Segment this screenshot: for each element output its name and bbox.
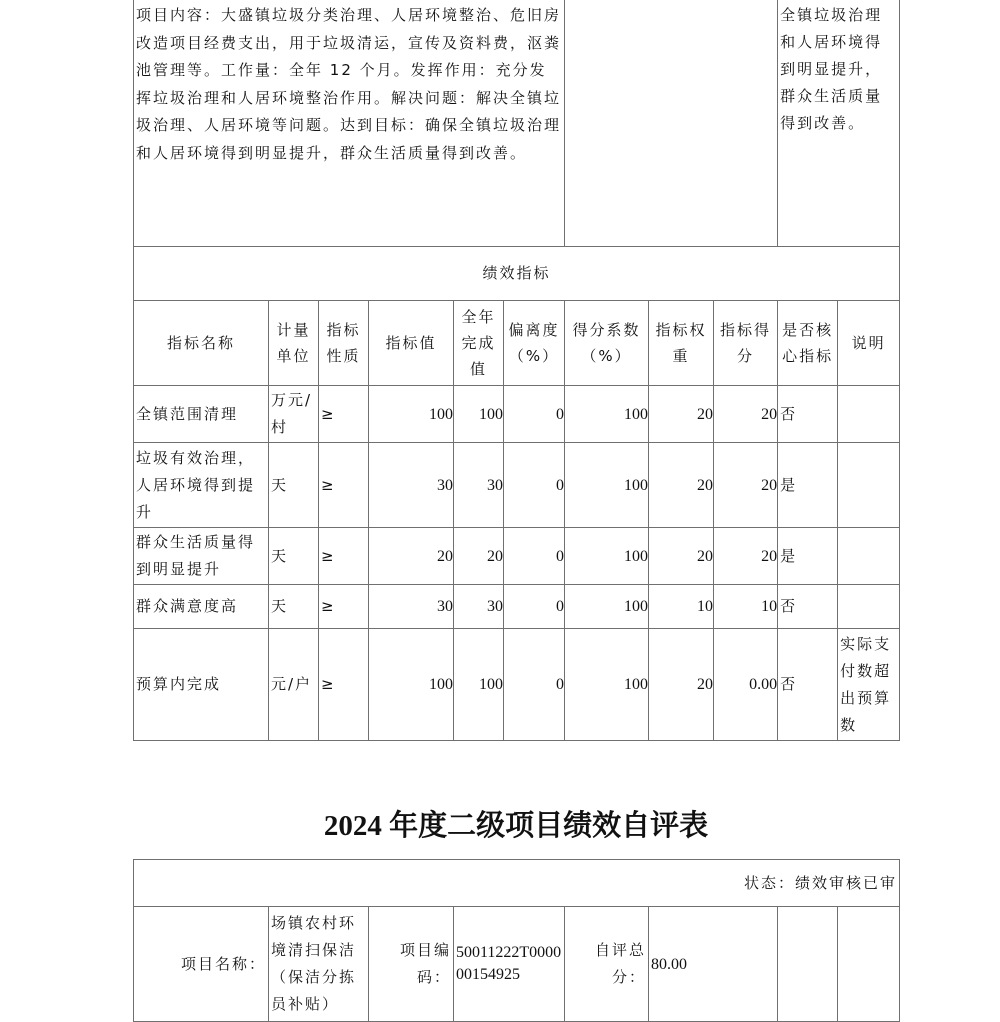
blank-cell [565,0,778,247]
self-score-value: 80.00 [649,907,778,1022]
indicators-section-title: 绩效指标 [134,247,900,301]
table-row [134,443,900,528]
project-code-label: 项目编码： [369,907,454,1022]
indicator-weight: 20 [649,528,714,585]
form-title: 2024 年度二级项目绩效自评表 [323,810,709,842]
indicator-nature: ≥ [319,528,369,585]
status-text: 状态：绩效审核已审 [134,860,900,907]
project-info-table [133,859,900,1022]
project-info-row [134,907,900,1022]
indicator-core: 否 [778,585,838,629]
indicator-coefficient: 100 [565,629,649,741]
indicators-title-row [134,247,900,301]
header-weight: 指标权重 [649,301,714,386]
empty-cell [778,907,838,1022]
table-row [134,528,900,585]
indicator-core: 是 [778,528,838,585]
indicator-unit: 天 [269,528,319,585]
header-nature: 指标性质 [319,301,369,386]
indicator-coefficient: 100 [565,443,649,528]
indicator-nature: ≥ [319,386,369,443]
indicator-weight: 20 [649,386,714,443]
performance-table [133,0,900,741]
indicator-name: 群众生活质量得到明显提升 [134,528,269,585]
indicator-target: 100 [369,386,454,443]
indicator-core: 是 [778,443,838,528]
result-cell: 全镇垃圾治理和人居环境得到明显提升，群众生活质量得到改善。 [778,0,900,247]
header-target: 指标值 [369,301,454,386]
header-deviation: 偏离度（%） [504,301,565,386]
indicator-target: 30 [369,585,454,629]
indicator-nature: ≥ [319,629,369,741]
indicator-deviation: 0 [504,629,565,741]
indicator-unit: 天 [269,443,319,528]
indicator-name: 垃圾有效治理，人居环境得到提升 [134,443,269,528]
table-row [134,585,900,629]
indicator-name: 预算内完成 [134,629,269,741]
indicator-target: 20 [369,528,454,585]
indicator-nature: ≥ [319,443,369,528]
header-indicator-name: 指标名称 [134,301,269,386]
status-row [134,860,900,907]
table-row [134,629,900,741]
table-row [134,386,900,443]
indicator-actual: 20 [454,528,504,585]
indicator-actual: 100 [454,386,504,443]
indicator-unit: 天 [269,585,319,629]
indicator-core: 否 [778,629,838,741]
indicator-deviation: 0 [504,443,565,528]
header-note: 说明 [838,301,900,386]
indicator-note [838,443,900,528]
indicator-weight: 20 [649,629,714,741]
indicator-note [838,386,900,443]
self-score-label: 自评总分： [565,907,649,1022]
indicator-score: 10 [714,585,778,629]
header-score: 指标得分 [714,301,778,386]
indicator-unit: 元/户 [269,629,319,741]
indicator-weight: 20 [649,443,714,528]
indicator-nature: ≥ [319,585,369,629]
indicator-note: 实际支付数超出预算数 [838,629,900,741]
indicator-deviation: 0 [504,585,565,629]
indicator-name: 群众满意度高 [134,585,269,629]
indicator-note [838,528,900,585]
content-row [134,0,900,247]
header-actual: 全年完成值 [454,301,504,386]
header-row [134,301,900,386]
indicator-deviation: 0 [504,386,565,443]
indicator-score: 20 [714,386,778,443]
indicator-actual: 100 [454,629,504,741]
indicator-score: 20 [714,528,778,585]
indicator-note [838,585,900,629]
indicator-unit: 万元/村 [269,386,319,443]
indicator-coefficient: 100 [565,585,649,629]
indicator-weight: 10 [649,585,714,629]
indicator-target: 30 [369,443,454,528]
indicator-actual: 30 [454,443,504,528]
indicator-score: 20 [714,443,778,528]
indicator-core: 否 [778,386,838,443]
header-core: 是否核心指标 [778,301,838,386]
indicator-deviation: 0 [504,528,565,585]
header-coefficient: 得分系数（%） [565,301,649,386]
project-content-cell: 项目内容：大盛镇垃圾分类治理、人居环境整治、危旧房改造项目经费支出，用于垃圾清运，宣传及资料费，沤粪池管理等。工作量：全年 12 个月。发挥作用：充分发挥垃圾治理和人居环境整治作用。解决问题：解决全镇垃圾治理、人居环境等问题。达到目标：确保全镇垃圾治理和人居环境得到明显提升，群众生活质量得到改善。 [134,0,565,247]
indicator-name: 全镇范围清理 [134,386,269,443]
project-name-label: 项目名称： [134,907,269,1022]
indicator-target: 100 [369,629,454,741]
indicator-coefficient: 100 [565,386,649,443]
project-code-value: 50011222T000000154925 [454,907,565,1022]
project-name-value: 场镇农村环境清扫保洁（保洁分拣员补贴） [269,907,369,1022]
header-unit: 计量单位 [269,301,319,386]
indicator-actual: 30 [454,585,504,629]
indicator-score: 0.00 [714,629,778,741]
indicator-coefficient: 100 [565,528,649,585]
empty-cell [838,907,900,1022]
